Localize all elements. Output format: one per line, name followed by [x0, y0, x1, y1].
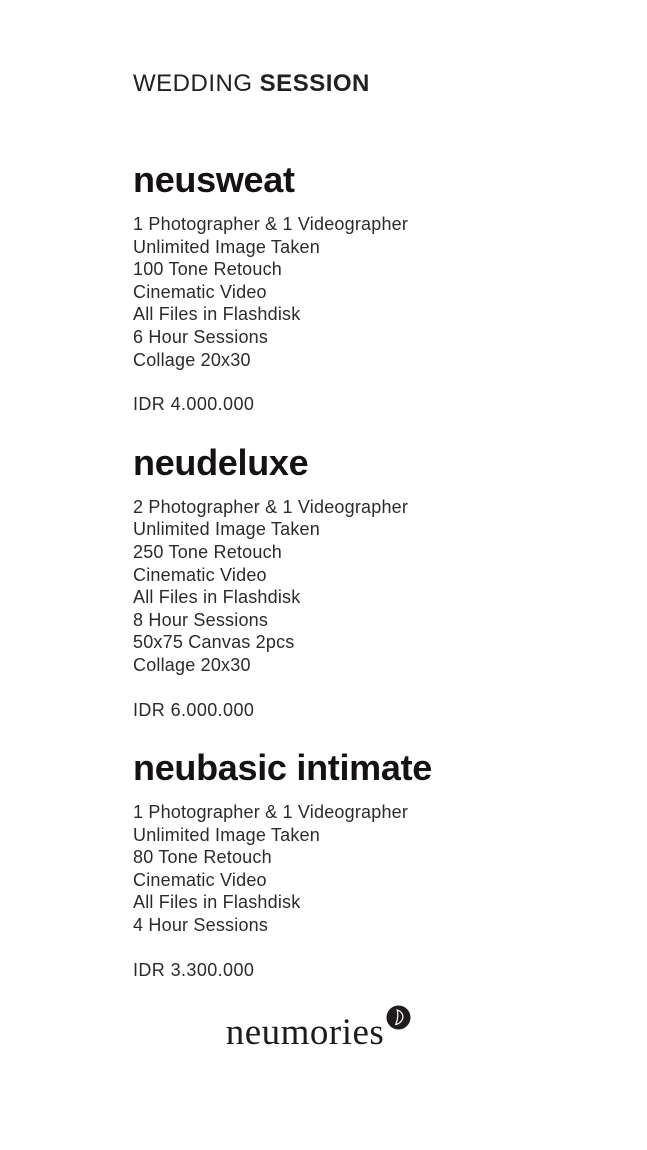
package-name: neusweat: [133, 159, 295, 200]
page-title: [133, 70, 607, 98]
feature-list: [133, 801, 607, 937]
feature-line: 100 Tone Retouch: [133, 259, 282, 280]
feature-line: Unlimited Image Taken: [133, 236, 320, 257]
feature-line: 4 Hour Sessions: [133, 915, 269, 936]
feature-line: 1 Photographer & 1 Videographer: [133, 214, 409, 234]
feature-line: 1 Photographer & 1 Videographer: [133, 802, 409, 823]
feature-line: 8 Hour Sessions: [133, 609, 269, 630]
feature-line: 250 Tone Retouch: [133, 541, 282, 562]
feature-line: All Files in Flashdisk: [133, 892, 301, 913]
feature-line: All Files in Flashdisk: [133, 304, 301, 325]
package-price: IDR 3.300.000: [133, 959, 255, 980]
feature-list: [133, 496, 607, 677]
feature-line: Cinematic Video: [133, 564, 267, 585]
feature-line: Cinematic Video: [133, 869, 267, 890]
feature-line: Unlimited Image Taken: [133, 824, 320, 845]
package-section-neubasic-intimate: [133, 749, 607, 981]
package-name: neudeluxe: [133, 441, 309, 483]
feature-line: 2 Photographer & 1 Videographer: [133, 496, 409, 517]
page-title-regular: WEDDING: [133, 70, 260, 97]
package-name: neubasic intimate: [133, 747, 432, 789]
feature-line: Collage 20x30: [133, 349, 251, 370]
feature-list: [133, 213, 607, 371]
feature-line: Unlimited Image Taken: [133, 519, 320, 540]
feature-line: Collage 20x30: [133, 654, 251, 675]
feature-line: Cinematic Video: [133, 281, 267, 302]
feature-line: All Files in Flashdisk: [133, 587, 301, 608]
footer: [0, 1005, 647, 1057]
package-price: IDR 4.000.000: [133, 394, 255, 415]
brand-wordmark: neumories: [225, 1012, 385, 1054]
page-title-bold: SESSION: [259, 70, 370, 97]
brand-mark-icon: [386, 1005, 411, 1030]
feature-line: 50x75 Canvas 2pcs: [133, 632, 295, 653]
package-price: IDR 6.000.000: [133, 699, 255, 720]
feature-line: 80 Tone Retouch: [133, 847, 272, 868]
package-section-neudeluxe: [133, 441, 607, 721]
feature-line: 6 Hour Sessions: [133, 326, 269, 347]
package-section-neusweat: [133, 161, 607, 416]
